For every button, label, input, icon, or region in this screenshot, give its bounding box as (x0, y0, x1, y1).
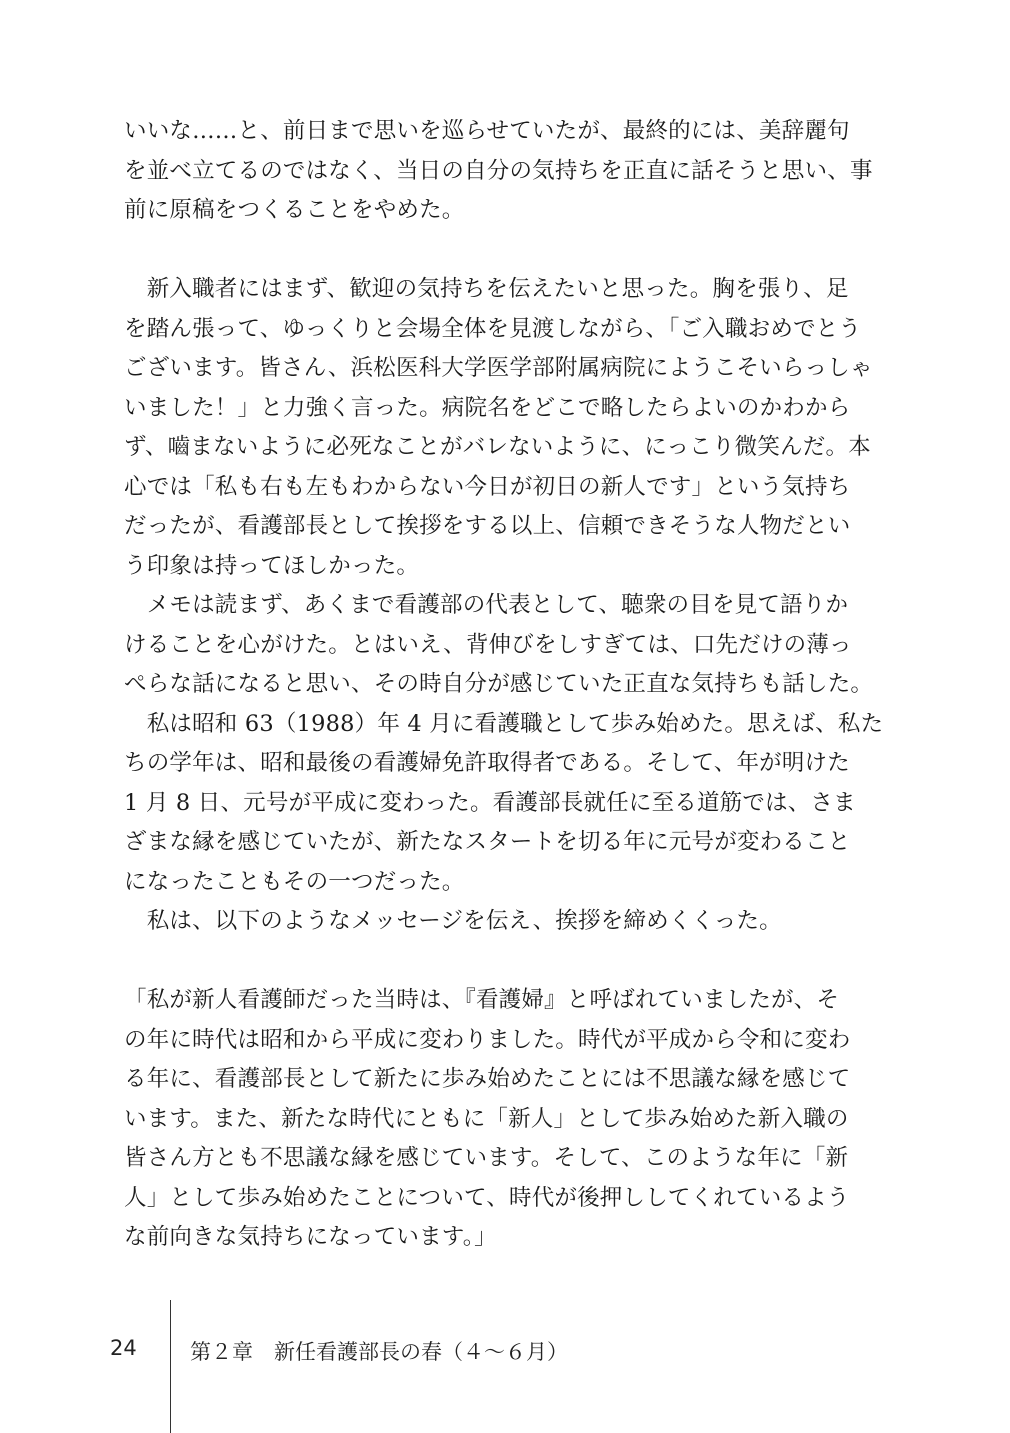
text-line: いいな……と、前日まで思いを巡らせていたが、最終的には、美辞麗句 (124, 118, 850, 144)
text-line: 前に原稿をつくることをやめた。 (124, 197, 465, 223)
text-line: になったこともその一つだった。 (124, 868, 465, 895)
blank-line (124, 942, 894, 982)
page-number: 24 (110, 1336, 137, 1360)
text-line: ざまな縁を感じていたが、新たなスタートを切る年に元号が変わること (124, 829, 851, 855)
quote-line: の年に時代は昭和から平成に変わりました。時代が平成から令和に変わ (124, 1026, 851, 1053)
quote-line: います。また、新たな時代にともに「新人」として歩み始めた新入職の (124, 1105, 849, 1132)
text-line: 1 月 8 日、元号が平成に変わった。看護部長就任に至る道筋では、さま (124, 789, 856, 816)
text-line: けることを心がけた。とはいえ、背伸びをしすぎては、口先だけの薄っ (124, 631, 852, 658)
text-line: ず、嚙まないように必死なことがバレないように、にっこり微笑んだ。本 (124, 434, 871, 460)
text-line: いました！」と力強く言った。病院名をどこで略したらよいのかわから (124, 394, 851, 421)
blank-line (124, 231, 894, 271)
running-chapter-title: 第２章 新任看護部長の春（４～６月） (190, 1340, 568, 1364)
text-line: ぺらな話になると思い、その時自分が感じていた正直な気持ちも話した。 (124, 671, 874, 697)
quote-line: な前向きな気持ちになっています。」 (124, 1224, 497, 1250)
text-line: 私は昭和 63（1988）年 4 月に看護職として歩み始めた。思えば、私た (124, 710, 884, 737)
text-line: だったが、看護部長として挨拶をする以上、信頼できそうな人物だとい (124, 513, 851, 539)
text-line: う印象は持ってほしかった。 (124, 552, 420, 579)
text-line: 私は、以下のようなメッセージを伝え、挨拶を締めくくった。 (124, 908, 782, 934)
text-line: ございます。皆さん、浜松医科大学医学部附属病院にようこそいらっしゃ (124, 355, 873, 381)
text-line: を踏ん張って、ゆっくりと会場全体を見渡しながら、「ご入職おめでとう (124, 315, 862, 342)
quote-line: 人」として歩み始めたことについて、時代が後押ししてくれているよう (124, 1184, 850, 1211)
text-line: 新入職者にはまず、歓迎の気持ちを伝えたいと思った。胸を張り、足 (124, 276, 849, 302)
quote-line: 「私が新人看護師だった当時は、『看護婦』と呼ばれていましたが、そ (124, 987, 840, 1013)
footer-divider (170, 1300, 171, 1433)
text-line: を並べ立てるのではなく、当日の自分の気持ちを正直に話そうと思い、事 (124, 157, 873, 184)
text-line: ちの学年は、昭和最後の看護婦免許取得者である。そして、年が明けた (124, 750, 850, 776)
body-text (124, 112, 894, 1258)
text-line: 心では「私も右も左もわからない今日が初日の新人です」という気持ち (124, 473, 851, 500)
quote-line: る年に、看護部長として新たに歩み始めたことには不思議な縁を感じて (124, 1066, 851, 1092)
page-footer (0, 1300, 1010, 1433)
quote-line: 皆さん方とも不思議な縁を感じています。そして、このような年に「新 (124, 1145, 849, 1171)
text-line: メモは読まず、あくまで看護部の代表として、聴衆の目を見て語りか (124, 592, 849, 618)
